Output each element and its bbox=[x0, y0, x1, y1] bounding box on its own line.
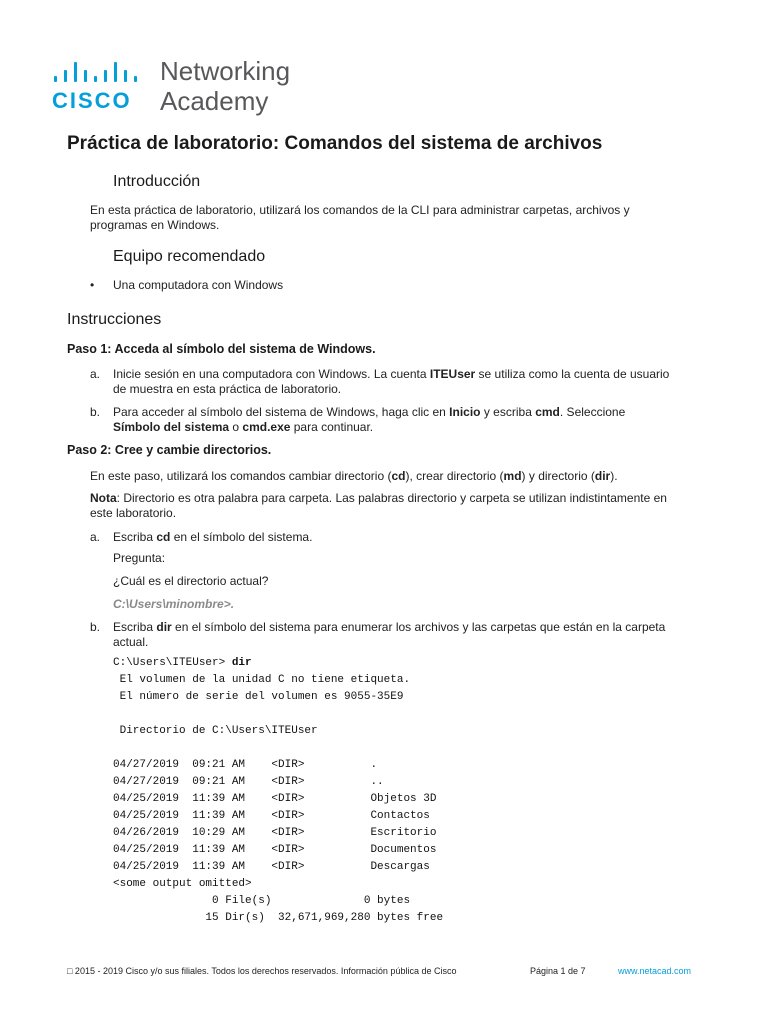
step1-a-text: Inicie sesión en una computadora con Windows. La cuenta ITEUser se utiliza como la cuenta de usuario de muestra en esta práctica de laboratorio. bbox=[113, 367, 670, 396]
terminal-command: dir bbox=[231, 657, 252, 669]
step1-title: Paso 1: Acceda al símbolo del sistema de Windows. bbox=[67, 342, 376, 356]
step1-a-marker: a. bbox=[90, 367, 101, 381]
question-text: ¿Cuál es el directorio actual? bbox=[113, 574, 269, 588]
terminal-line bbox=[113, 740, 443, 757]
terminal-prompt-line bbox=[113, 655, 252, 672]
cisco-networking-academy-logo bbox=[52, 58, 312, 118]
terminal-line: 04/25/2019 11:39 AM <DIR> Descargas bbox=[113, 861, 430, 873]
step2-title: Paso 2: Cree y cambie directorios. bbox=[67, 443, 272, 457]
terminal-line: 04/27/2019 09:21 AM <DIR> .. bbox=[113, 776, 384, 788]
step2-note: Nota: Directorio es otra palabra para carpeta. Las palabras directorio y carpeta se utilizan indistintamente en este laboratorio. bbox=[90, 491, 667, 520]
footer-link[interactable]: www.netacad.com bbox=[618, 966, 692, 976]
terminal-line bbox=[113, 706, 443, 723]
terminal-line: <some output omitted> bbox=[113, 878, 252, 890]
step1-b-marker: b. bbox=[90, 405, 101, 419]
instructions-heading: Instrucciones bbox=[67, 311, 162, 328]
terminal-line: 15 Dir(s) 32,671,969,280 bytes free bbox=[113, 912, 444, 924]
question-label: Pregunta: bbox=[113, 551, 166, 565]
step2-a-text: Escriba cd en el símbolo del sistema. bbox=[113, 530, 313, 544]
terminal-prompt: C:\Users\ITEUser> bbox=[113, 657, 232, 669]
terminal-line: 04/26/2019 10:29 AM <DIR> Escritorio bbox=[113, 827, 437, 839]
cisco-wordmark: CISCO bbox=[52, 88, 132, 113]
equipment-heading: Equipo recomendado bbox=[113, 248, 266, 265]
equipment-item: Una computadora con Windows bbox=[113, 278, 284, 292]
logo-academy: Academy bbox=[160, 86, 269, 116]
terminal-line: El número de serie del volumen es 9055-35E9 bbox=[113, 691, 404, 703]
terminal-line: 04/27/2019 09:21 AM <DIR> . bbox=[113, 759, 378, 771]
terminal-line: 0 File(s) 0 bytes bbox=[113, 895, 411, 907]
step2-intro: En este paso, utilizará los comandos cambiar directorio (cd), crear directorio (md) y directorio (dir). bbox=[90, 469, 618, 483]
step2-b-text: Escriba dir en el símbolo del sistema para enumerar los archivos y las carpetas que están en la carpeta actual. bbox=[113, 620, 666, 649]
terminal-line: Directorio de C:\Users\ITEUser bbox=[113, 725, 318, 737]
logo-networking: Networking bbox=[160, 56, 291, 86]
intro-text: En esta práctica de laboratorio, utilizará los comandos de la CLI para administrar carpetas, archivos y programas en Windows. bbox=[90, 203, 630, 232]
cisco-bars-icon bbox=[54, 62, 150, 82]
terminal-line: El volumen de la unidad C no tiene etiqueta. bbox=[113, 674, 411, 686]
terminal-output bbox=[113, 672, 443, 927]
equipment-bullet: • bbox=[90, 278, 95, 292]
step2-a-marker: a. bbox=[90, 530, 101, 544]
step2-b-marker: b. bbox=[90, 620, 101, 634]
footer-copyright: □ 2015 - 2019 Cisco y/o sus filiales. Todos los derechos reservados. Información pública de Cisco bbox=[67, 966, 457, 976]
page-title: Práctica de laboratorio: Comandos del sistema de archivos bbox=[67, 133, 603, 154]
terminal-line: 04/25/2019 11:39 AM <DIR> Documentos bbox=[113, 844, 437, 856]
answer-text: C:\Users\minombre>. bbox=[113, 597, 235, 611]
step1-b-text: Para acceder al símbolo del sistema de Windows, haga clic en Inicio y escriba cmd. Seleccione Símbolo del sistema o cmd.exe para continuar. bbox=[113, 405, 626, 434]
intro-heading: Introducción bbox=[113, 173, 201, 190]
terminal-line: 04/25/2019 11:39 AM <DIR> Contactos bbox=[113, 810, 430, 822]
footer-page-number: Página 1 de 7 bbox=[530, 966, 586, 976]
terminal-line: 04/25/2019 11:39 AM <DIR> Objetos 3D bbox=[113, 793, 437, 805]
